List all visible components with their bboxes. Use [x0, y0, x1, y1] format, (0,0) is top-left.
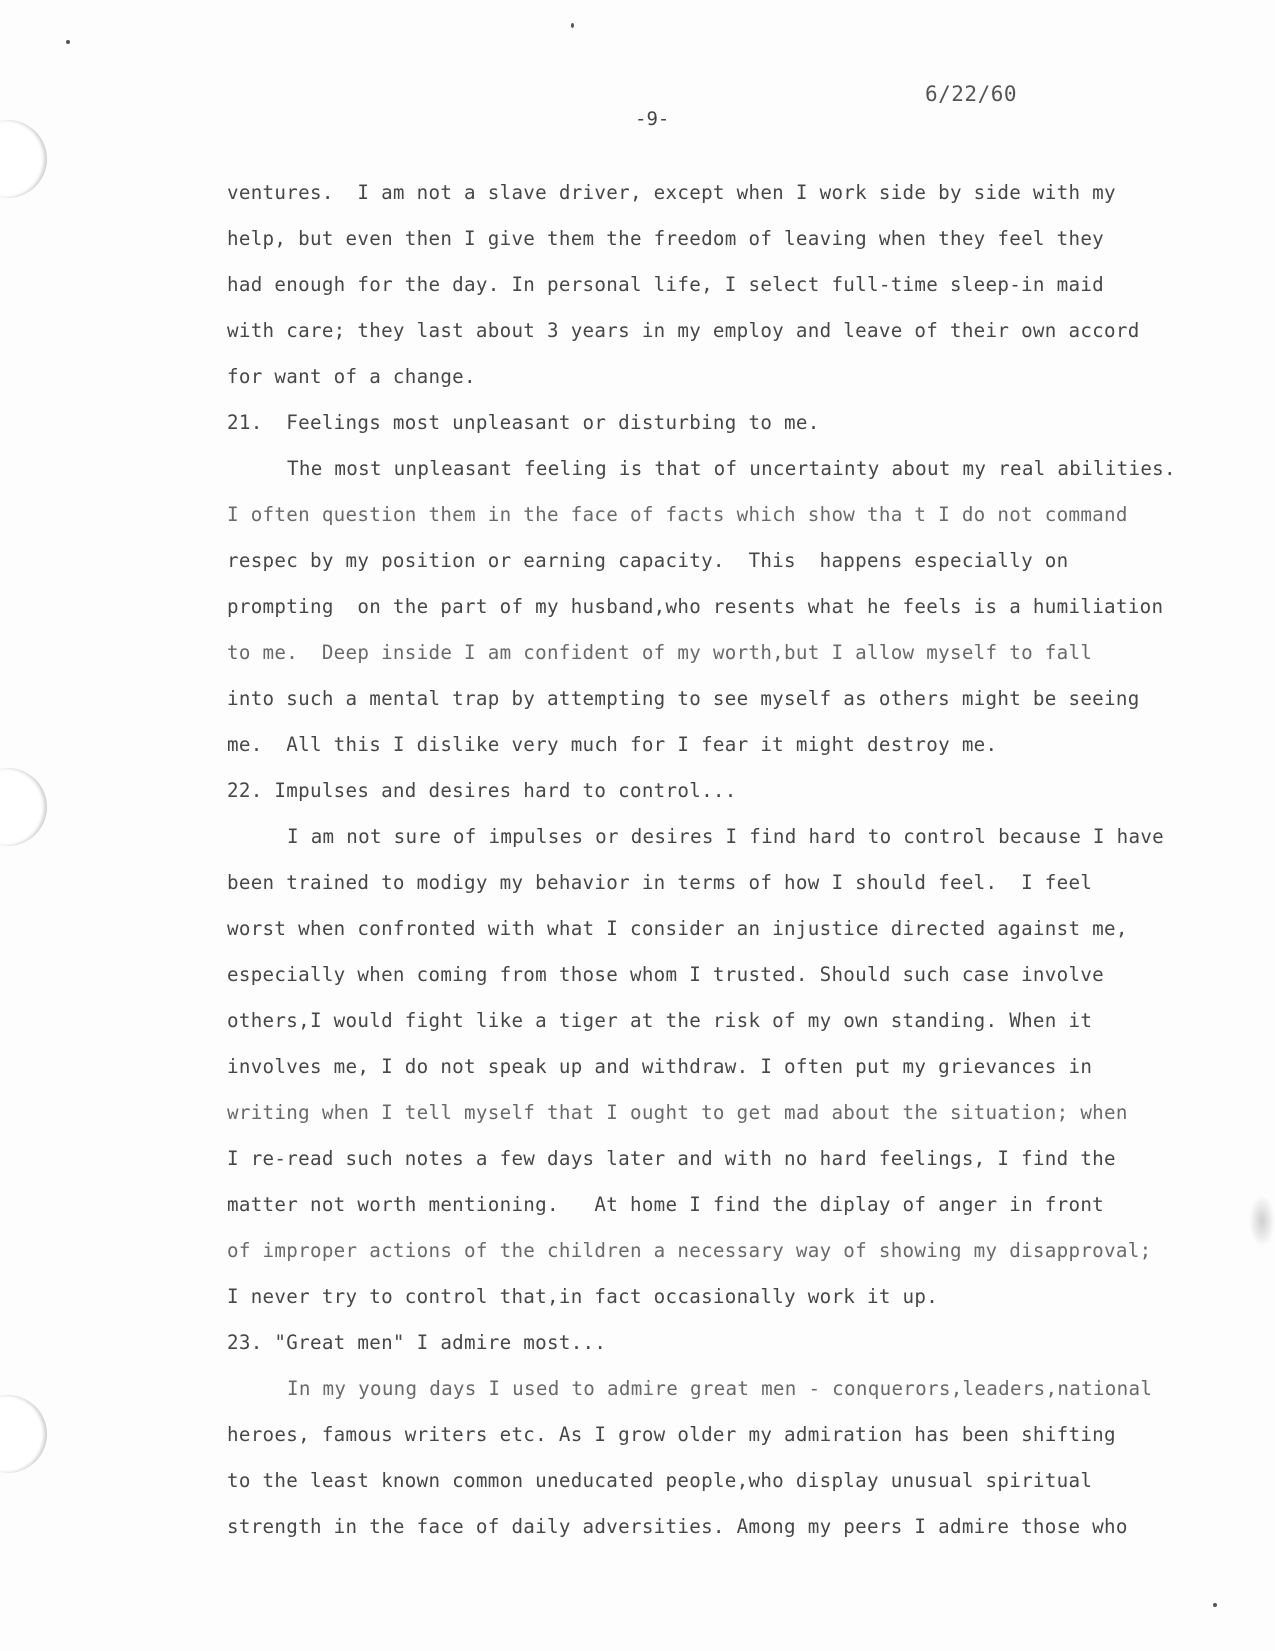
text-line: I am not sure of impulses or desires I find hard to control because I have [287, 825, 1165, 848]
text-line: help, but even then I give them the freedom of leaving when they feel they [227, 227, 1105, 250]
text-line: for want of a change. [227, 365, 476, 388]
scan-speck [1213, 1603, 1217, 1607]
text-line: heroes, famous writers etc. As I grow older my admiration has been shifting [227, 1423, 1116, 1446]
text-line: I often question them in the face of facts which show tha t I do not command [227, 503, 1128, 526]
scan-smudge [1249, 1195, 1275, 1247]
section-heading: 23. "Great men" I admire most... [227, 1331, 607, 1354]
binder-hole-top [0, 120, 47, 198]
text-line: to the least known common uneducated people,who display unusual spiritual [227, 1469, 1093, 1492]
page-number: -9- [635, 108, 670, 130]
text-line: writing when I tell myself that I ought to get mad about the situation; when [227, 1101, 1128, 1124]
text-line: The most unpleasant feeling is that of uncertainty about my real abilities. [287, 457, 1176, 480]
text-line: strength in the face of daily adversities. Among my peers I admire those who [227, 1515, 1128, 1538]
text-line: prompting on the part of my husband,who resents what he feels is a humiliation [227, 595, 1164, 618]
text-line: matter not worth mentioning. At home I find the diplay of anger in front [227, 1193, 1105, 1216]
scan-speck [66, 40, 70, 44]
text-line: others,I would fight like a tiger at the risk of my own standing. When it [227, 1009, 1093, 1032]
text-line: into such a mental trap by attempting to see myself as others might be seeing [227, 687, 1140, 710]
text-line: with care; they last about 3 years in my employ and leave of their own accord [227, 319, 1140, 342]
text-line: respec by my position or earning capacity. This happens especially on [227, 549, 1069, 572]
text-line: me. All this I dislike very much for I fear it might destroy me. [227, 733, 998, 756]
text-line: ventures. I am not a slave driver, except when I work side by side with my [227, 181, 1116, 204]
text-line: had enough for the day. In personal life, I select full-time sleep-in maid [227, 273, 1105, 296]
scan-speck [571, 23, 574, 28]
text-line: worst when confronted with what I consider an injustice directed against me, [227, 917, 1128, 940]
section-heading: 22. Impulses and desires hard to control... [227, 779, 737, 802]
text-line: been trained to modigy my behavior in terms of how I should feel. I feel [227, 871, 1093, 894]
text-line: I never try to control that,in fact occasionally work it up. [227, 1285, 939, 1308]
text-line: I re-read such notes a few days later and with no hard feelings, I find the [227, 1147, 1116, 1170]
document-date: 6/22/60 [925, 82, 1018, 106]
text-line: involves me, I do not speak up and withdraw. I often put my grievances in [227, 1055, 1093, 1078]
binder-hole-middle [0, 768, 47, 846]
text-line: of improper actions of the children a necessary way of showing my disapproval; [227, 1239, 1152, 1262]
section-heading: 21. Feelings most unpleasant or disturbing to me. [227, 411, 820, 434]
text-line: to me. Deep inside I am confident of my worth,but I allow myself to fall [227, 641, 1093, 664]
binder-hole-bottom [0, 1395, 47, 1473]
text-line: especially when coming from those whom I trusted. Should such case involve [227, 963, 1105, 986]
text-line: In my young days I used to admire great men - conquerors,leaders,national [287, 1377, 1153, 1400]
